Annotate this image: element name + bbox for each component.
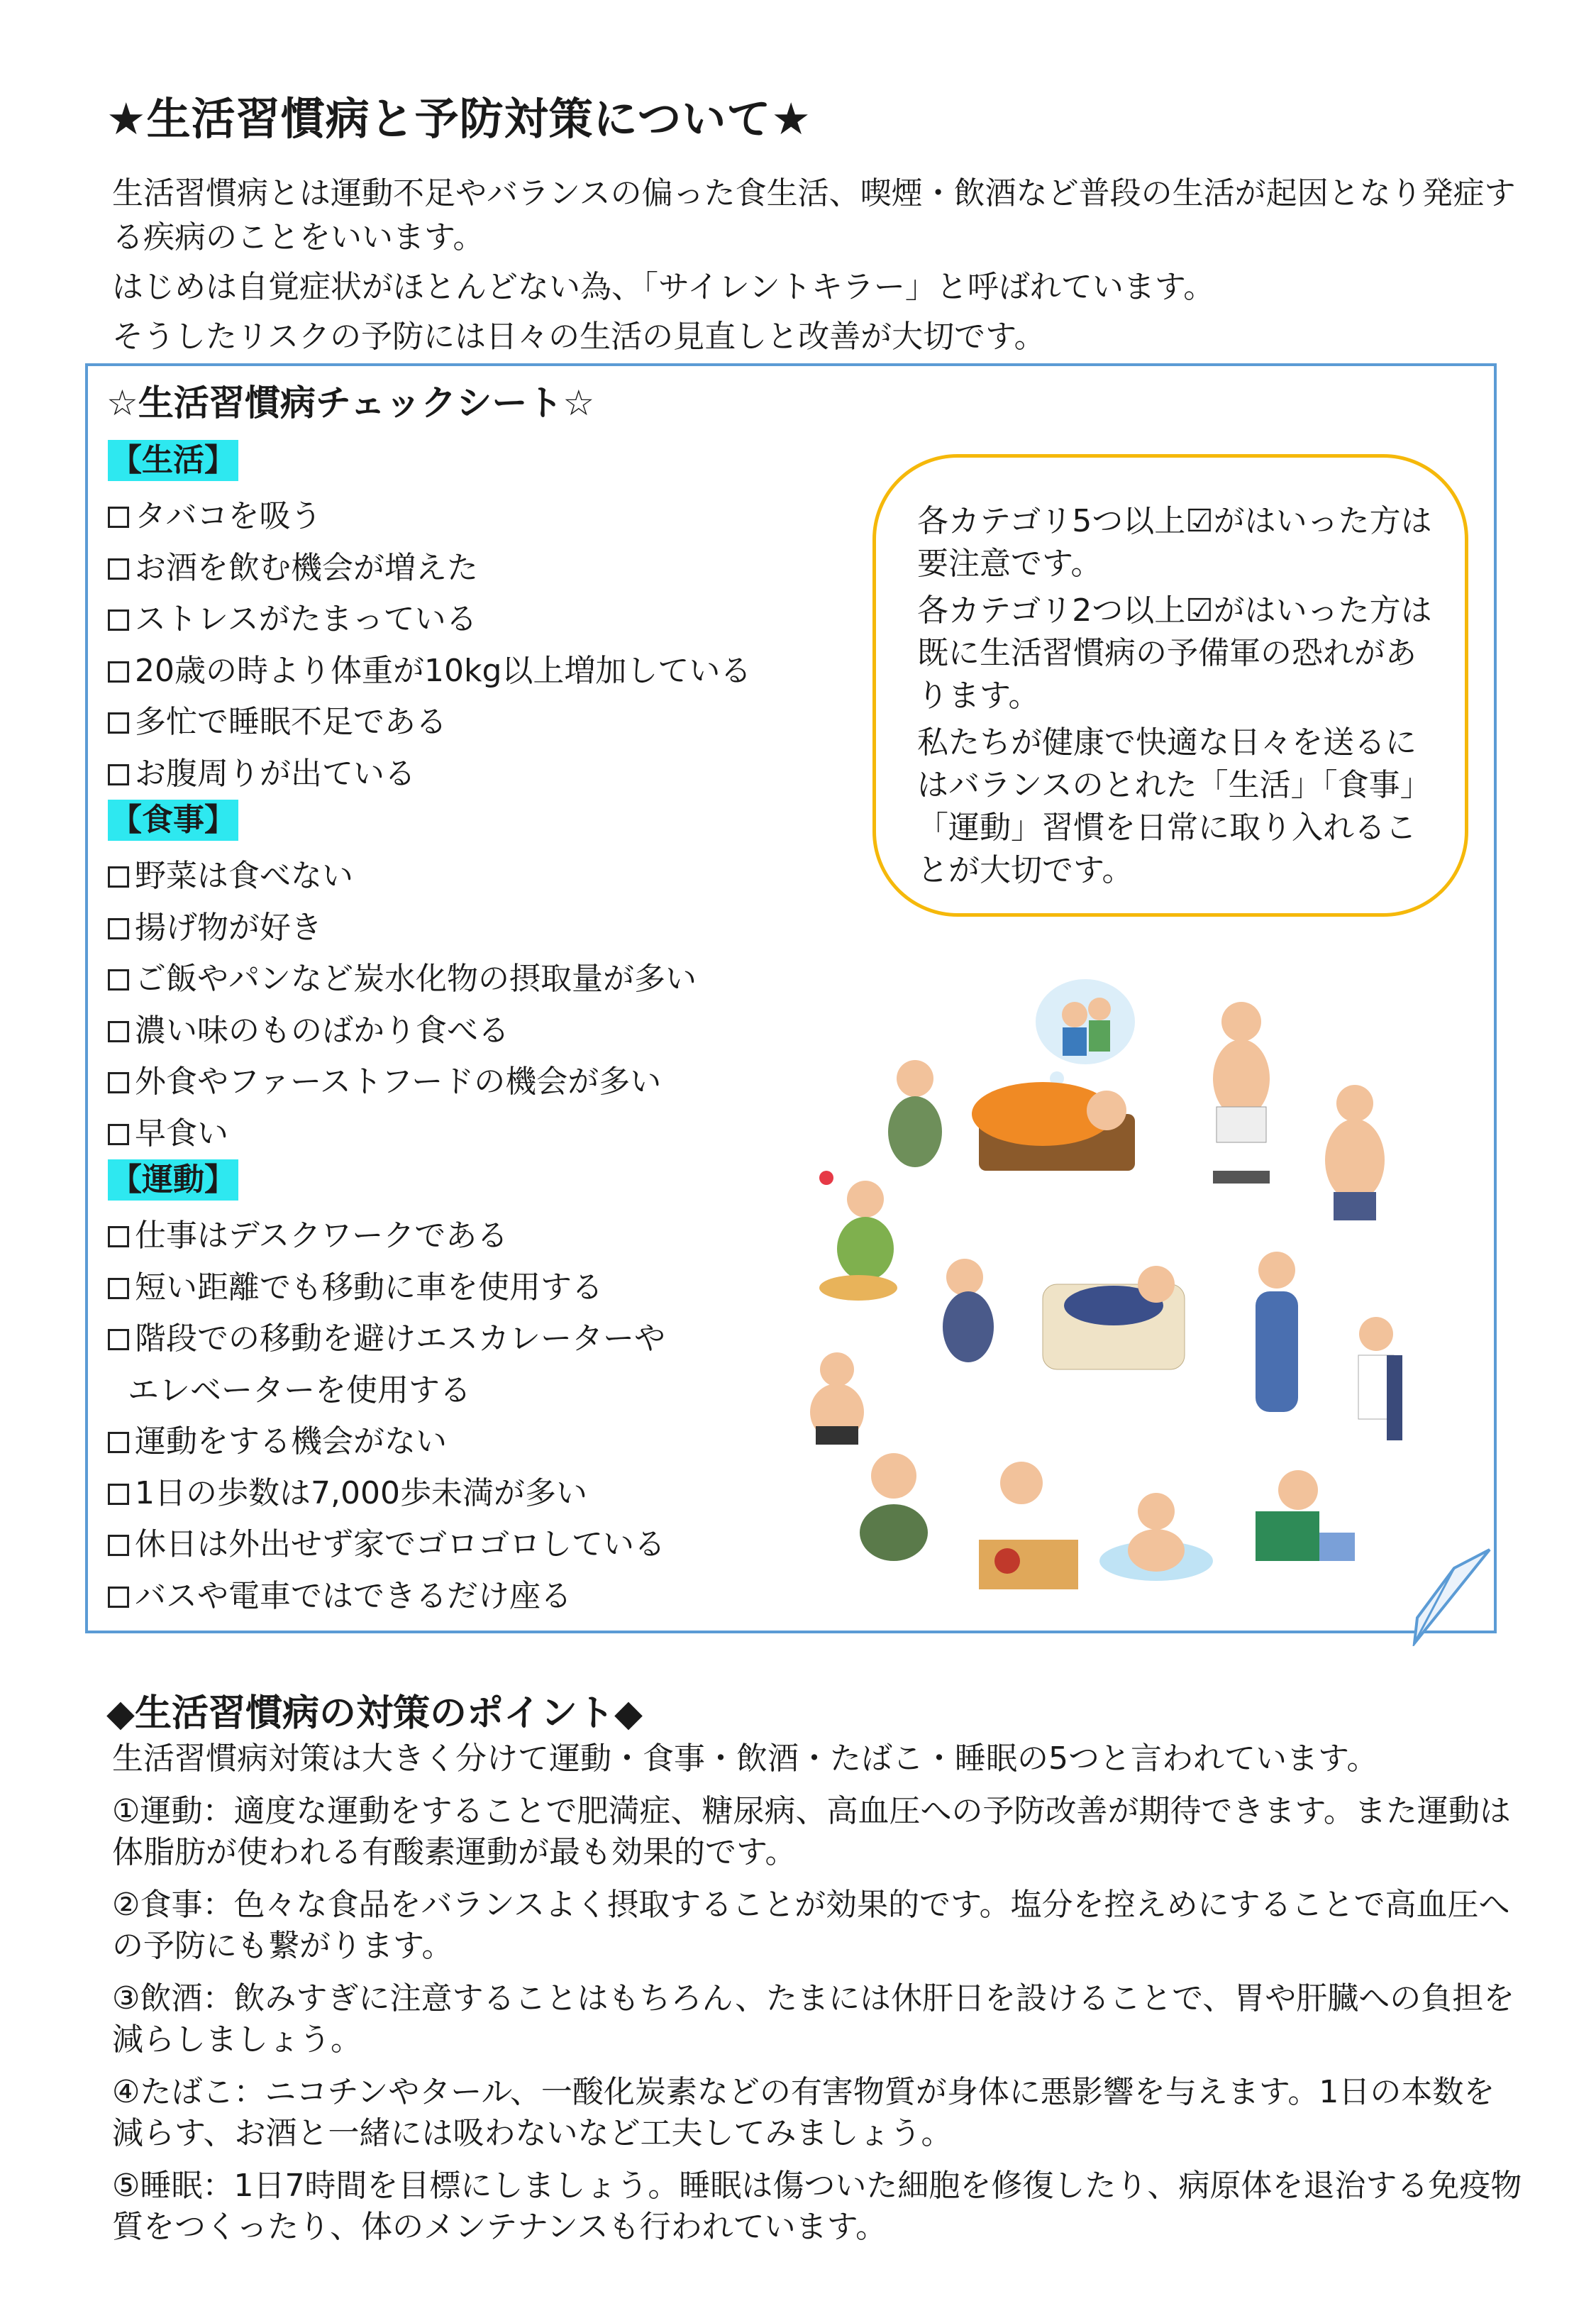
point-item: ①運動：適度な運動をすることで肥満症、糖尿病、高血圧への予防改善が期待できます。また運動は体脂肪が使われる有酸素運動が最も効果的です。 <box>112 1793 1511 1870</box>
check-item[interactable]: ストレスがたまっている <box>108 594 853 646</box>
checkbox-icon[interactable] <box>108 1021 129 1042</box>
checkbox-icon[interactable] <box>108 1072 129 1093</box>
checkbox-icon[interactable] <box>108 1226 129 1247</box>
check-item[interactable]: 早食い <box>108 1108 853 1160</box>
person-on-scale-icon <box>1213 1002 1270 1184</box>
page-curl-icon <box>1412 1547 1497 1646</box>
worried-person-icon <box>860 1453 928 1561</box>
checkbox-icon[interactable] <box>108 1329 129 1350</box>
check-item[interactable]: 短い距離でも移動に車を使用する <box>108 1262 853 1314</box>
check-item[interactable]: 運動をする機会がない <box>108 1416 853 1468</box>
category-life <box>108 440 853 800</box>
checkbox-icon[interactable] <box>108 1587 129 1608</box>
hot-person-icon <box>810 1352 864 1445</box>
check-item[interactable]: 20歳の時より体重が10kg以上増加している <box>108 646 853 697</box>
checkbox-icon[interactable] <box>108 661 129 683</box>
check-item[interactable]: お酒を飲む機会が増えた <box>108 543 853 595</box>
check-item[interactable]: 多忙で睡眠不足である <box>108 697 853 749</box>
points-lead: 生活習慣病対策は大きく分けて運動・食事・飲酒・たばこ・睡眠の5つと言われています。 <box>112 1740 1378 1777</box>
intro-paragraph: そうしたリスクの予防には日々の生活の見直しと改善が大切です。 <box>112 319 1046 355</box>
points-title: ◆生活習慣病の対策のポイント◆ <box>106 1692 643 1735</box>
pants-person-icon <box>1358 1317 1402 1440</box>
thought-bubble-icon <box>1036 979 1135 1086</box>
checkbox-icon[interactable] <box>108 609 129 631</box>
checkbox-icon[interactable] <box>108 1124 129 1145</box>
check-item[interactable]: ご飯やパンなど炭水化物の摂取量が多い <box>108 954 853 1005</box>
callout-paragraph: 各カテゴリ5つ以上☑がはいった方は要注意です。 <box>917 503 1432 582</box>
checkbox-icon[interactable] <box>108 918 129 939</box>
check-item[interactable]: バスや電車ではできるだけ座る <box>108 1571 853 1623</box>
check-item-continuation: エレベーターを使用する <box>128 1372 471 1408</box>
category-label: 【生活】 <box>108 440 238 481</box>
point-item: ⑤睡眠：1日7時間を目標にしましょう。睡眠は傷ついた細胞を修復したり、病原体を退治する免疫物質をつくったり、体のメンテナンスも行われています。 <box>112 2168 1522 2245</box>
intro-paragraph: 生活習慣病とは運動不足やバランスの偏った食生活、喫煙・飲酒など普段の生活が起因となり発症する疾病のことをいいます。 <box>112 175 1516 255</box>
check-item[interactable]: お腹周りが出ている <box>108 749 853 800</box>
checkbox-icon[interactable] <box>108 558 129 580</box>
sleeping-person-icon <box>972 1082 1135 1171</box>
checkbox-icon[interactable] <box>108 1484 129 1505</box>
category-label: 【食事】 <box>108 800 238 841</box>
checksheet-title: ☆生活習慣病チェックシート☆ <box>106 382 595 424</box>
intro-paragraph: はじめは自覚症状がほとんどない為、「サイレントキラー」と呼ばれています。 <box>112 269 1215 305</box>
reading-person-icon <box>1256 1470 1355 1561</box>
check-item[interactable]: 階段での移動を避けエスカレーターや <box>108 1313 853 1365</box>
callout-paragraph: 私たちが健康で快適な日々を送るにはバランスのとれた「生活」「食事」「運動」習慣を日常に取り入れることが大切です。 <box>917 724 1431 888</box>
checkbox-icon[interactable] <box>108 712 129 734</box>
page-title: ★生活習慣病と予防対策について★ <box>106 93 811 145</box>
point-item: ④たばこ：ニコチンやタール、一酸化炭素などの有害物質が身体に悪影響を与えます。1日の本数を減らす、お酒と一緒には吸わないなど工夫してみましょう。 <box>112 2074 1495 2151</box>
check-item[interactable]: 揚げ物が好き <box>108 903 853 954</box>
callout-note <box>872 454 1468 917</box>
check-item[interactable]: タバコを吸う <box>108 491 853 543</box>
check-item[interactable]: 1日の歩数は7,000歩未満が多い <box>108 1468 853 1520</box>
checkbox-icon[interactable] <box>108 507 129 528</box>
point-item: ②食事：色々な食品をバランスよく摂取することが効果的です。塩分を控えめにすることで高血圧への予防にも繋がります。 <box>112 1887 1510 1964</box>
eating-person-icon <box>819 1171 897 1301</box>
meal-tray-icon <box>979 1462 1078 1589</box>
walking-person-icon <box>1256 1252 1298 1412</box>
category-exercise <box>108 1159 853 1622</box>
bathing-person-icon <box>1099 1493 1213 1581</box>
checkbox-icon[interactable] <box>108 1432 129 1453</box>
checkbox-icon[interactable] <box>108 1535 129 1556</box>
lifestyle-illustration <box>787 972 1412 1611</box>
overweight-person-icon <box>1325 1085 1385 1220</box>
checkbox-icon[interactable] <box>108 969 129 991</box>
kneeling-person-icon <box>943 1259 994 1362</box>
check-item[interactable]: 休日は外出せず家でゴロゴロしている <box>108 1519 853 1571</box>
check-item[interactable]: 仕事はデスクワークである <box>108 1210 853 1262</box>
checkbox-icon[interactable] <box>108 1278 129 1299</box>
checklist <box>108 440 853 1622</box>
check-item[interactable]: 濃い味のものばかり食べる <box>108 1005 853 1057</box>
category-diet <box>108 800 853 1159</box>
couch-person-icon <box>1043 1266 1185 1369</box>
callout-paragraph: 各カテゴリ2つ以上☑がはいった方は既に生活習慣病の予備軍の恐れがあります。 <box>917 592 1432 714</box>
points-list <box>112 1738 1524 2259</box>
point-item: ③飲酒：飲みすぎに注意することはもちろん、たまには休肝日を設けることで、胃や肝臓への負担を減らしましょう。 <box>112 1980 1515 2058</box>
checkbox-icon[interactable] <box>108 764 129 785</box>
check-item[interactable]: 野菜は食べない <box>108 851 853 903</box>
check-item[interactable]: 外食やファーストフードの機会が多い <box>108 1057 853 1108</box>
shoulder-pain-person-icon <box>888 1060 942 1167</box>
checkbox-icon[interactable] <box>108 866 129 888</box>
intro-text <box>112 172 1524 365</box>
category-label: 【運動】 <box>108 1159 238 1201</box>
